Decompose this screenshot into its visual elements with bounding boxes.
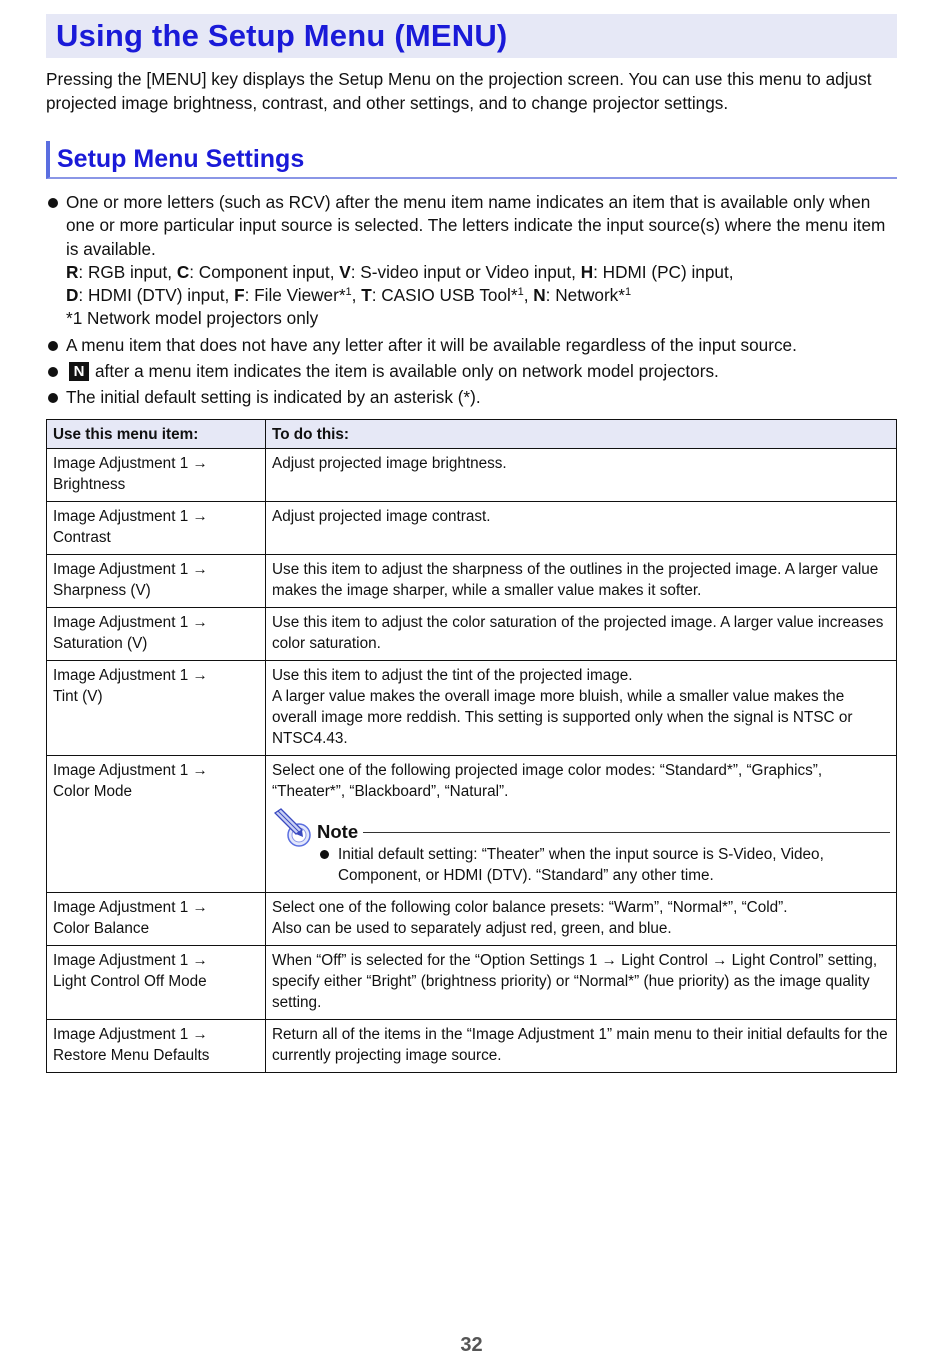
menu-settings-table	[46, 419, 897, 1073]
legend-desc: : Network*	[545, 285, 625, 306]
bullet-list	[46, 191, 897, 410]
column-header: Use this menu item:	[47, 419, 266, 448]
page-number: 32	[460, 1334, 483, 1356]
bullet-text: A menu item that does not have any letter after it will be available regardless of the input source.	[66, 334, 797, 355]
footnote-text: *1 Network model projectors only	[66, 308, 319, 329]
table-row	[47, 892, 897, 945]
legend-line-1	[66, 262, 734, 282]
table-row	[47, 448, 897, 501]
footnote-mark: 1	[624, 286, 632, 299]
table-header-row	[47, 419, 897, 448]
legend-desc: : Component input,	[189, 261, 340, 282]
bullet-text: after a menu item indicates the item is available only on network model projectors.	[95, 361, 719, 382]
table-row	[47, 945, 897, 1019]
page	[46, 14, 897, 1073]
legend-key: C	[176, 261, 190, 282]
description-cell: Return all of the items in the “Image Adjustment 1” main menu to their initial defaults for the currently projecting image source.	[266, 1019, 897, 1072]
legend-desc: : HDMI (DTV) input,	[78, 285, 235, 306]
column-header: To do this:	[266, 419, 897, 448]
table-row	[47, 607, 897, 660]
bullet-text: One or more letters (such as RCV) after the menu item name indicates an item that is available only when one or more particular input source is selected. The letters indicate the input source(s) where the menu item is available.	[66, 192, 886, 259]
note-heading	[272, 820, 890, 844]
menu-item-cell: Image Adjustment 1 → Restore Menu Defaults	[47, 1019, 266, 1072]
footnote-mark: 1	[517, 286, 524, 299]
legend-key: N	[533, 285, 546, 306]
table-row	[47, 755, 897, 892]
legend-key: V	[339, 261, 351, 282]
page-title: Using the Setup Menu (MENU)	[56, 18, 508, 53]
bullet-item-default	[46, 386, 897, 409]
description-cell: Use this item to adjust the tint of the projected image. A larger value makes the overall image more bluish, while a smaller value makes the overall image more reddish. This setting is supported only when the signal is NTSC or NTSC4.43.	[266, 660, 897, 755]
legend-line-2: D: HDMI (DTV) input, F: File Viewer*$^1$, T: CASIO USB Tool*$^1$, N: Network*$^1$	[66, 285, 632, 306]
menu-item-cell: Image Adjustment 1 → Tint (V)	[47, 660, 266, 755]
description-cell: Use this item to adjust the color saturation of the projected image. A larger value increases color saturation.	[266, 607, 897, 660]
table-row	[47, 554, 897, 607]
menu-item-cell: Image Adjustment 1 → Color Mode	[47, 755, 266, 892]
legend-desc: : File Viewer*	[244, 285, 346, 306]
legend-key: H	[580, 261, 594, 282]
description-cell: Adjust projected image contrast.	[266, 501, 897, 554]
note-label: Note	[317, 821, 359, 843]
menu-item-cell: Image Adjustment 1 → Color Balance	[47, 892, 266, 945]
legend-key: R	[66, 261, 79, 282]
intro-paragraph: Pressing the [MENU] key displays the Setup Menu on the projection screen. You can use this menu to adjust projected image brightness, contrast, and other settings, and to change projector settings.	[46, 69, 872, 113]
legend-desc: : HDMI (PC) input,	[593, 261, 734, 282]
menu-item-cell: Image Adjustment 1 → Brightness	[47, 448, 266, 501]
bullet-item-network	[46, 360, 897, 383]
network-badge-icon: N	[69, 362, 89, 381]
table-row	[47, 660, 897, 755]
legend-desc: : CASIO USB Tool*	[371, 285, 518, 306]
table-row	[47, 1019, 897, 1072]
title-bar	[46, 14, 897, 58]
menu-item-cell: Image Adjustment 1 → Saturation (V)	[47, 607, 266, 660]
footnote-mark: 1	[345, 286, 352, 299]
section-title: Setup Menu Settings	[57, 144, 305, 173]
table-row	[47, 501, 897, 554]
menu-item-cell: Image Adjustment 1 → Contrast	[47, 501, 266, 554]
legend-desc: : S-video input or Video input,	[350, 261, 581, 282]
description-cell: Use this item to adjust the sharpness of the outlines in the projected image. A larger value makes the image sharper, while a smaller value makes it softer.	[266, 554, 897, 607]
description-cell: Select one of the following color balance presets: “Warm”, “Normal*”, “Cold”. Also can be used to separately adjust red, green, and blue.	[266, 892, 897, 945]
description-cell: When “Off” is selected for the “Option Settings 1 → Light Control → Light Control” setting, specify either “Bright” (brightness priority) or “Normal*” (hue priority) as the image quality setting.	[266, 945, 897, 1019]
legend-key: T	[361, 285, 372, 306]
note-block	[272, 820, 890, 886]
legend-desc: : RGB input,	[78, 261, 177, 282]
menu-item-cell: Image Adjustment 1 → Light Control Off Mode	[47, 945, 266, 1019]
legend-key: D	[66, 285, 79, 306]
description-cell: Select one of the following projected image color modes: “Standard*”, “Graphics”, “Theater*”, “Blackboard”, “Natural”. Note Initial default setting: “Theater” when the input source is S-Video, Video, Component, or HDMI (DTV). “Standard” any other time.	[266, 755, 897, 892]
note-divider	[363, 832, 890, 833]
legend-key: F	[234, 285, 245, 306]
note-item: Initial default setting: “Theater” when the input source is S-Video, Video, Component, or HDMI (DTV). “Standard” any other time.	[272, 844, 890, 886]
description-cell: Adjust projected image brightness.	[266, 448, 897, 501]
bullet-item-letters	[46, 191, 897, 331]
menu-item-cell: Image Adjustment 1 → Sharpness (V)	[47, 554, 266, 607]
pencil-note-icon	[272, 808, 314, 848]
bullet-item-no-letter	[46, 334, 897, 357]
bullet-text: The initial default setting is indicated by an asterisk (*).	[66, 387, 481, 408]
section-heading	[46, 141, 897, 179]
